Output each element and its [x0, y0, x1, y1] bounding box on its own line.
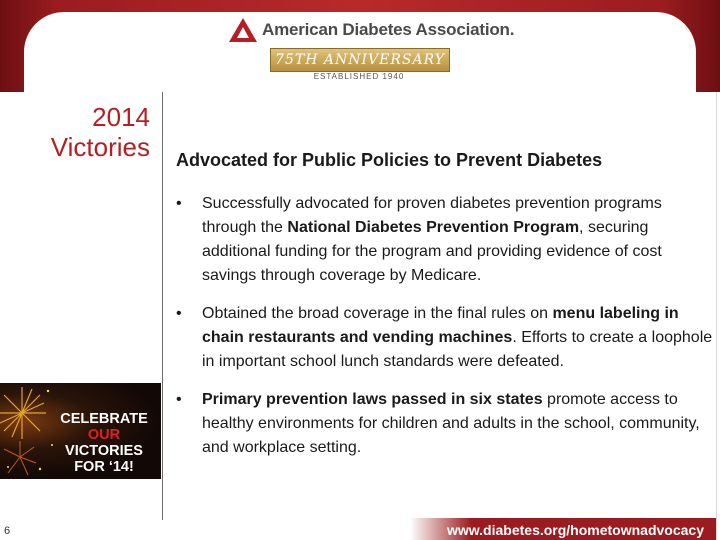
celebrate-line-3: VICTORIES [65, 443, 143, 459]
bullet-item [174, 302, 716, 374]
side-title [0, 102, 150, 162]
celebrate-line-2: OUR [87, 427, 121, 443]
bullet-text-pre: Successfully advocated for proven diabetes prevention programs through the [202, 195, 662, 236]
bullet-text-pre: Obtained the broad coverage in the final rules on [202, 305, 553, 322]
ada-triangle-icon [228, 17, 258, 43]
ada-logo [228, 17, 514, 43]
slide-number: 6 [4, 525, 11, 537]
bullet-text-post: , securing additional funding for the program and providing evidence of cost savings through coverage by Medicare. [202, 219, 662, 284]
anniversary-label: 75TH ANNIVERSARY [270, 48, 450, 72]
side-title-word: Victories [50, 132, 150, 162]
anniversary-ribbon [250, 44, 468, 86]
bullet-dot: • [176, 305, 182, 322]
bullet-item [174, 192, 716, 288]
established-label: ESTABLISHED 1940 [313, 72, 405, 81]
celebrate-text [50, 411, 158, 475]
footer-url-link[interactable]: www.diabetes.org/hometownadvocacy [447, 522, 704, 538]
bullet-dot: • [176, 195, 182, 212]
bullet-text-post: promote access to healthy environments for children and adults in the school, community, and workplace setting. [202, 391, 700, 456]
organization-name: American Diabetes Association. [262, 20, 515, 39]
bullet-list [174, 192, 716, 460]
bullet-text-post: . Efforts to create a loophole in important school lunch standards were defeated. [202, 329, 713, 370]
bullet-item [174, 388, 716, 460]
bullet-dot: • [176, 391, 182, 408]
celebrate-line-1: CELEBRATE [60, 411, 148, 427]
bullet-text-bold: menu labeling in chain restaurants and vending machines [202, 305, 679, 346]
footer-bar [410, 518, 716, 540]
vertical-divider [162, 92, 163, 520]
celebrate-line-4: FOR ‘14! [74, 459, 134, 475]
slide-heading: Advocated for Public Policies to Prevent Diabetes [176, 150, 603, 170]
right-rule [716, 92, 717, 540]
bullet-text-bold: National Diabetes Prevention Program [287, 219, 580, 236]
side-title-year: 2014 [92, 102, 150, 132]
celebrate-image [0, 383, 161, 479]
bullet-text-bold: Primary prevention laws passed in six states [202, 391, 543, 408]
